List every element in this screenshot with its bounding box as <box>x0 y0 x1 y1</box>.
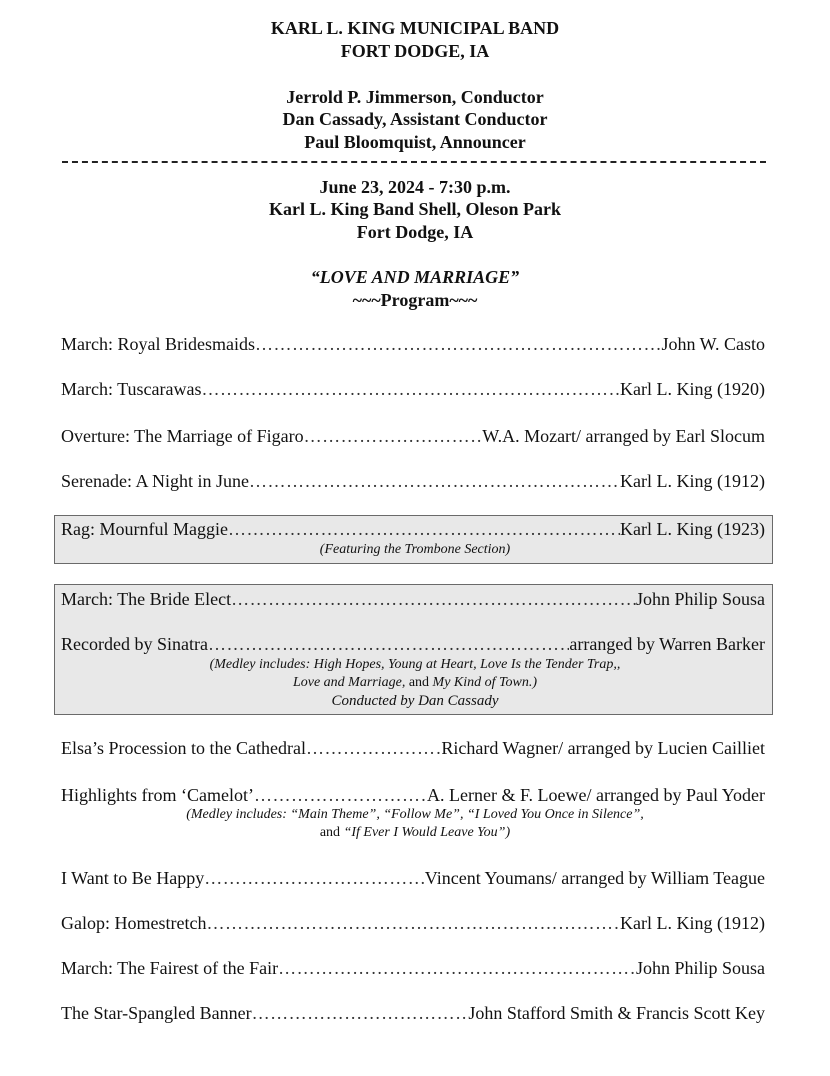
piece-composer: Karl L. King (1912) <box>620 913 765 933</box>
piece-composer: John Stafford Smith & Francis Scott Key <box>468 1003 765 1023</box>
program-item <box>61 911 765 935</box>
program-item-featured <box>61 632 765 656</box>
piece-title: Highlights from ‘Camelot’ <box>61 785 254 805</box>
dot-leader <box>208 632 569 656</box>
program-item-featured <box>61 587 765 611</box>
piece-composer: Karl L. King (1912) <box>620 471 765 491</box>
piece-title: March: Royal Bridesmaids <box>61 334 255 354</box>
piece-title: Overture: The Marriage of Figaro <box>61 426 304 446</box>
dot-leader <box>306 736 441 760</box>
piece-composer: John Philip Sousa <box>635 958 765 978</box>
piece-composer: Richard Wagner/ arranged by Lucien Cailliet <box>441 738 765 758</box>
piece-title: Elsa’s Procession to the Cathedral <box>61 738 306 758</box>
piece-composer: A. Lerner & F. Loewe/ arranged by Paul Yoder <box>427 785 765 805</box>
dot-leader <box>206 911 620 935</box>
dot-leader <box>304 424 483 448</box>
program-item <box>61 424 765 448</box>
event-date-time: June 23, 2024 - 7:30 p.m. <box>319 177 511 197</box>
dot-leader <box>278 956 636 980</box>
medley-song: “If Ever I Would Leave You”) <box>343 825 511 840</box>
program-theme-title: “LOVE AND MARRIAGE” <box>310 267 520 287</box>
dot-leader <box>252 1001 469 1025</box>
dashed-divider <box>62 161 766 163</box>
program-item <box>61 469 765 493</box>
medley-conjunction: and <box>319 825 344 840</box>
piece-title: Serenade: A Night in June <box>61 471 249 491</box>
piece-composer: arranged by Warren Barker <box>569 634 765 654</box>
piece-composer: Vincent Youmans/ arranged by William Teague <box>424 868 765 888</box>
piece-composer: W.A. Mozart/ arranged by Earl Slocum <box>482 426 765 446</box>
piece-composer: John W. Casto <box>661 334 765 354</box>
program-item <box>61 736 765 760</box>
piece-composer: John Philip Sousa <box>635 589 765 609</box>
medley-note-line-1: (Medley includes: “Main Theme”, “Follow Me”, “I Loved You Once in Silence”, <box>186 807 644 822</box>
piece-title: Galop: Homestretch <box>61 913 207 933</box>
dot-leader <box>255 332 662 356</box>
piece-composer: Karl L. King (1920) <box>620 379 765 399</box>
staff-conductor: Jerrold P. Jimmerson, Conductor <box>286 87 544 107</box>
piece-note: (Featuring the Trombone Section) <box>319 542 511 557</box>
medley-note-line-2 <box>0 824 830 842</box>
piece-composer: Karl L. King (1923) <box>620 519 765 539</box>
piece-title: March: The Bride Elect <box>61 589 232 609</box>
dot-leader <box>249 469 620 493</box>
band-city: FORT DODGE, IA <box>340 41 490 61</box>
piece-title: March: The Fairest of the Fair <box>61 958 279 978</box>
program-item-featured <box>61 517 765 541</box>
event-location: Fort Dodge, IA <box>356 222 474 242</box>
staff-announcer: Paul Bloomquist, Announcer <box>304 132 526 152</box>
band-name: KARL L. KING MUNICIPAL BAND <box>270 18 560 38</box>
program-item <box>61 332 765 356</box>
dot-leader <box>228 517 620 541</box>
event-venue: Karl L. King Band Shell, Oleson Park <box>268 199 562 219</box>
medley-song: My Kind of Town.) <box>432 675 538 690</box>
dot-leader <box>201 377 620 401</box>
dot-leader <box>231 587 636 611</box>
dot-leader <box>204 866 425 890</box>
piece-title: I Want to Be Happy <box>61 868 205 888</box>
program-subtitle: ~~~Program~~~ <box>352 290 478 310</box>
program-item <box>61 956 765 980</box>
piece-title: March: Tuscarawas <box>61 379 202 399</box>
program-item <box>61 866 765 890</box>
dot-leader <box>254 783 427 807</box>
medley-note-line-1: (Medley includes: High Hopes, Young at Heart, Love Is the Tender Trap,, <box>209 657 621 672</box>
medley-conjunction: and <box>405 675 433 690</box>
piece-title: The Star-Spangled Banner <box>61 1003 252 1023</box>
piece-title: Rag: Mournful Maggie <box>61 519 228 539</box>
staff-assistant-conductor: Dan Cassady, Assistant Conductor <box>282 109 548 129</box>
program-item <box>61 783 765 807</box>
medley-song: Love and Marriage, <box>292 675 406 690</box>
program-item <box>61 377 765 401</box>
medley-note-line-2 <box>0 674 830 692</box>
piece-title: Recorded by Sinatra <box>61 634 208 654</box>
guest-conductor-note: Conducted by Dan Cassady <box>331 693 499 709</box>
program-item <box>61 1001 765 1025</box>
